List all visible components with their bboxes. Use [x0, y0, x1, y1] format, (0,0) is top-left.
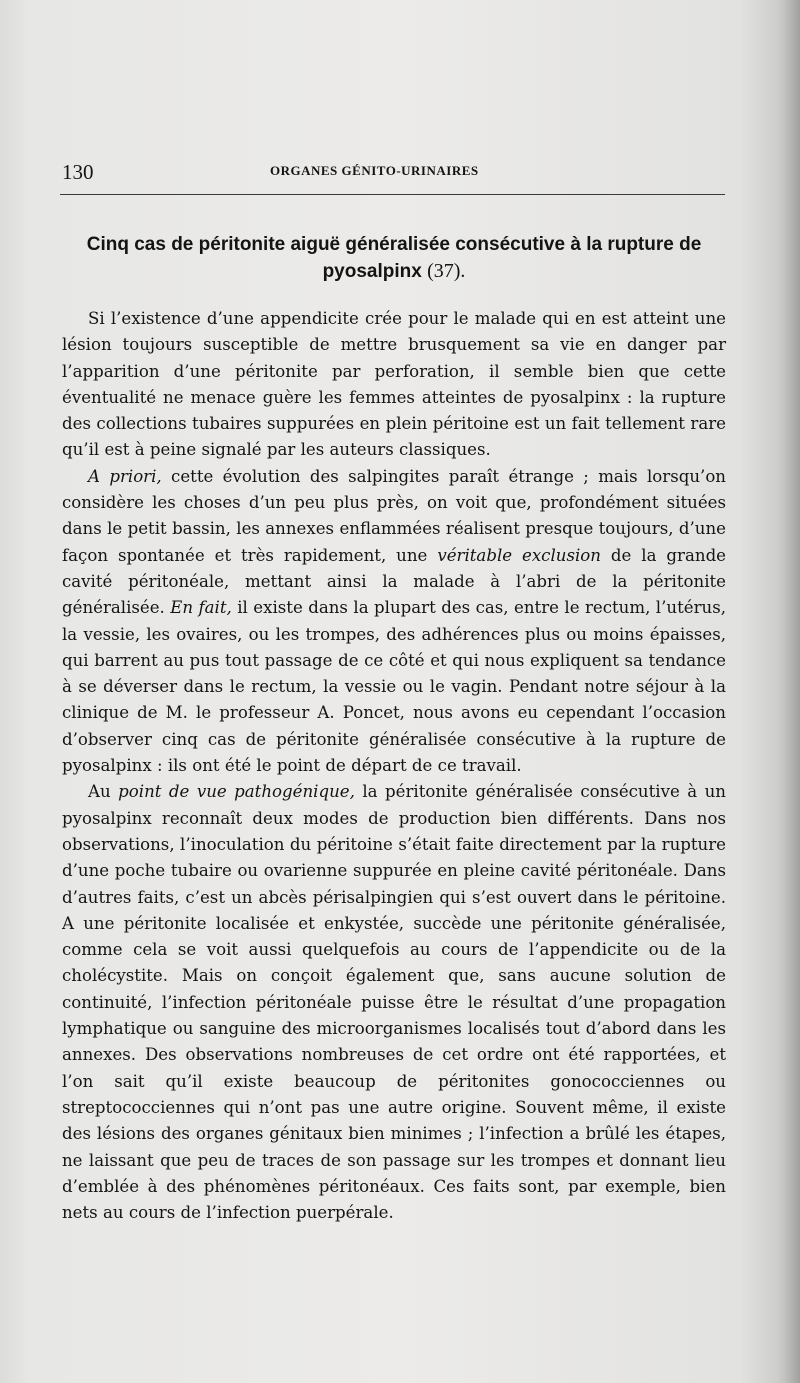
paragraph-2: [62, 464, 726, 780]
running-title: ORGANES GÉNITO-URINAIRES: [270, 163, 479, 178]
paragraph-2-emphasis-1: A priori,: [88, 466, 162, 486]
paragraph-2-emphasis-2: véritable exclusion: [437, 545, 601, 565]
header-rule: [60, 194, 725, 195]
paragraph-3: [62, 779, 726, 1226]
body-text: [62, 306, 726, 1226]
section-heading-text: Cinq cas de péritonite aiguë généralisée consécutive à la rupture de pyosalpinx: [86, 234, 702, 282]
paragraph-3-lead: Au: [88, 782, 119, 802]
paragraph-3-text-a: la péritonite généralisée consécutive à un pyosalpinx reconnaît deux modes de production bien différents. Dans nos observations, l’inoculation du péritoine s’était faite directement par la rupture d’une poche tubaire ou ovarienne suppurée en pleine cavité péritonéale. Dans d’autres faits, c’est un abcès périsalpingien qui s’est ouvert dans le péritoine. A une péritonite localisée et enkystée, succède une péritonite généralisée, comme cela se voit aussi quelquefois au cours de l’appendicite ou de la cholécystite. Mais on conçoit également que, sans aucune solution de continuité, l’infection péritonéale puisse être le résultat d’une propagation lymphatique ou sanguine des microorganismes localisés tout d’abord dans les annexes. Des observations nombreuses de cet ordre ont été rapportées, et l’on sait qu’il existe beaucoup de péritonites gonococciennes ou streptococciennes qui n’ont pas une autre origine. Souvent même, il existe des lésions des organes génitaux bien minimes ; l’infection a brûlé les étapes, ne laissant que peu de traces de son passage sur les trompes et donnant lieu d’emblée à des phénomènes péritonéaux. Ces faits sont, par exemple, bien nets au cours de l’infection puerpérale.: [62, 782, 726, 1223]
paragraph-2-text-c: il existe dans la plupart des cas, entre le rectum, l’utérus, la vessie, les ovaires, ou les trompes, des adhérences plus ou moins épaisses, qui barrent au pus tout passage de ce côté et qui nous expliquent sa tendance à se déverser dans le rectum, la vessie ou le vagin. Pendant notre séjour à la clinique de M. le professeur A. Poncet, nous avons eu cependant l’occasion d’observer cinq cas de péritonite généralisée consécutive à la rupture de pyosalpinx : ils ont été le point de départ de ce travail.: [62, 598, 726, 776]
paragraph-1: Si l’existence d’une appendicite crée pour le malade qui en est atteint une lésion toujours susceptible de mettre brusquement sa vie en danger par l’apparition d’une péritonite par perforation, il semble bien que cette éventualité ne menace guère les femmes atteintes de pyosalpinx : la rupture des collections tubaires suppurées en plein péritoine est un fait tellement rare qu’il est à peine signalé par les auteurs classiques.: [62, 309, 726, 460]
section-heading: [60, 231, 728, 285]
paragraph-2-emphasis-3: En fait,: [170, 598, 232, 618]
paragraph-2-text-a: cette évolution des salpingites paraît étrange ; mais lorsqu’on considère les choses d’un peu plus près, on voit que, profondément situées dans le petit bassin, les annexes enflammées réalisent presque toujours, d’une façon spontanée et très rapidement, une: [62, 466, 726, 565]
section-heading-reference: (37).: [427, 260, 466, 282]
paragraph-2-text-b: de la grande cavité péritonéale, mettant ainsi la malade à l’abri de la péritonite généralisée.: [62, 545, 727, 618]
page-number: 130: [62, 160, 94, 184]
paragraph-3-emphasis-1: point de vue pathogénique,: [118, 782, 355, 802]
page-edge-shadow: [778, 0, 800, 1383]
